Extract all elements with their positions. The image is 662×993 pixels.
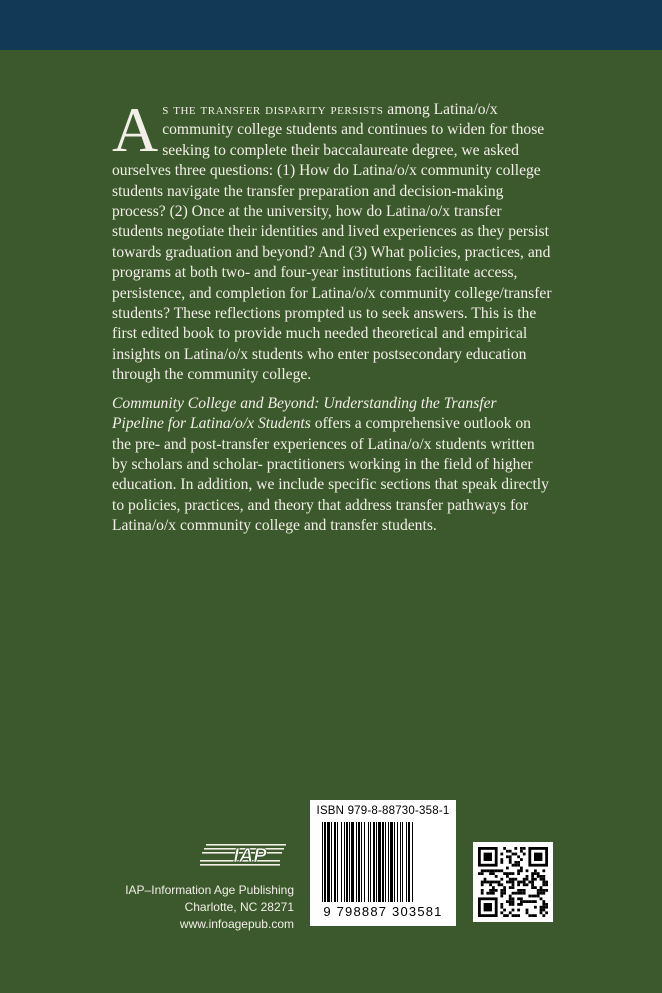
- qr-module: [495, 889, 498, 892]
- qr-module: [495, 875, 498, 878]
- qr-module: [517, 881, 520, 884]
- qr-module: [517, 861, 520, 864]
- qr-module: [517, 892, 520, 895]
- qr-module: [523, 878, 526, 881]
- qr-module: [542, 903, 545, 906]
- qr-module: [512, 903, 515, 906]
- qr-module: [512, 900, 515, 903]
- book-title-italic: Community College and Beyond: Understanding the Transfer Pipeline for Latina/o/x Students: [112, 394, 497, 433]
- qr-module: [481, 889, 484, 892]
- qr-module: [517, 883, 520, 886]
- qr-module: [512, 909, 515, 912]
- barcode-bar: [382, 822, 384, 902]
- isbn-digits: 9 798887 303581: [323, 904, 443, 919]
- qr-module: [498, 881, 501, 884]
- qr-module: [520, 889, 523, 892]
- barcode-bar: [376, 822, 377, 902]
- qr-module: [506, 914, 509, 917]
- qr-module: [492, 869, 495, 872]
- qr-module: [540, 886, 543, 889]
- qr-module: [489, 869, 492, 872]
- qr-module: [534, 853, 542, 861]
- iap-logo-text: IAP: [233, 845, 267, 867]
- qr-module: [514, 878, 517, 881]
- barcode-bar: [400, 822, 401, 902]
- barcode-bar: [349, 822, 350, 902]
- qr-module: [509, 886, 512, 889]
- qr-module: [500, 878, 503, 881]
- qr-module: [517, 855, 520, 858]
- qr-module: [545, 906, 548, 909]
- qr-module: [545, 883, 548, 886]
- qr-module: [542, 892, 545, 895]
- qr-module: [542, 914, 545, 917]
- qr-module: [512, 853, 515, 856]
- qr-module: [500, 858, 503, 861]
- qr-module: [509, 881, 512, 884]
- qr-module: [517, 903, 520, 906]
- qr-module: [537, 889, 540, 892]
- barcode-bar: [324, 822, 326, 902]
- barcode-bars: [322, 822, 444, 902]
- back-cover-blurb: [112, 94, 552, 537]
- qr-module: [509, 858, 512, 861]
- qr-module: [512, 881, 515, 884]
- qr-module: [500, 883, 503, 886]
- qr-module: [495, 881, 498, 884]
- qr-module: [517, 869, 520, 872]
- qr-module: [542, 889, 545, 892]
- qr-module: [481, 883, 484, 886]
- qr-module: [489, 881, 492, 884]
- qr-module: [540, 909, 543, 912]
- qr-module: [503, 889, 506, 892]
- qr-code-pattern: [478, 847, 548, 917]
- qr-module: [534, 869, 537, 872]
- qr-module: [526, 875, 529, 878]
- qr-module: [520, 858, 523, 861]
- qr-module: [514, 853, 517, 856]
- qr-module: [484, 878, 487, 881]
- qr-module: [503, 847, 506, 850]
- qr-module: [531, 872, 534, 875]
- qr-module: [526, 900, 529, 903]
- qr-module: [545, 889, 548, 892]
- qr-module: [542, 906, 545, 909]
- qr-module: [509, 872, 512, 875]
- qr-module: [512, 864, 515, 867]
- qr-module: [534, 878, 537, 881]
- qr-module: [512, 878, 515, 881]
- qr-module: [484, 903, 492, 911]
- qr-module: [528, 881, 531, 884]
- qr-module: [545, 881, 548, 884]
- qr-module: [512, 897, 515, 900]
- qr-module: [542, 869, 545, 872]
- qr-module: [526, 909, 529, 912]
- barcode-bar: [385, 822, 386, 902]
- qr-module: [534, 886, 537, 889]
- qr-module: [514, 914, 517, 917]
- barcode-bar: [412, 822, 413, 902]
- qr-module: [509, 911, 512, 914]
- qr-module: [531, 883, 534, 886]
- qr-module: [523, 900, 526, 903]
- qr-module: [481, 869, 484, 872]
- qr-module: [523, 881, 526, 884]
- qr-module: [528, 895, 531, 898]
- barcode-bar: [331, 822, 332, 902]
- qr-module: [520, 867, 523, 870]
- qr-module: [489, 889, 492, 892]
- qr-module: [534, 900, 537, 903]
- qr-module: [509, 900, 512, 903]
- qr-module: [534, 872, 537, 875]
- publisher-website: www.infoagepub.com: [179, 917, 294, 931]
- qr-module: [495, 869, 498, 872]
- qr-module: [481, 881, 484, 884]
- qr-module: [526, 878, 529, 881]
- qr-module: [514, 864, 517, 867]
- qr-module: [523, 889, 526, 892]
- qr-module: [492, 892, 495, 895]
- barcode-bar: [370, 822, 371, 902]
- barcode-bar: [322, 822, 323, 902]
- barcode-bar: [402, 822, 403, 902]
- barcode-bar: [361, 822, 362, 902]
- qr-module: [492, 889, 495, 892]
- qr-module: [503, 886, 506, 889]
- qr-module: [531, 886, 534, 889]
- qr-module: [531, 875, 534, 878]
- qr-module: [542, 883, 545, 886]
- barcode-bar: [341, 822, 342, 902]
- qr-module: [542, 900, 545, 903]
- qr-module: [540, 892, 543, 895]
- barcode-bar: [368, 822, 369, 902]
- qr-module: [509, 855, 512, 858]
- qr-module: [542, 909, 545, 912]
- barcode-bar: [394, 822, 395, 902]
- qr-module: [509, 878, 512, 881]
- qr-module: [531, 878, 534, 881]
- qr-module: [520, 847, 523, 850]
- qr-module: [517, 909, 520, 912]
- qr-module: [540, 889, 543, 892]
- qr-module: [537, 895, 540, 898]
- qr-module: [509, 897, 512, 900]
- qr-module: [540, 875, 543, 878]
- isbn-label: ISBN 979-8-88730-358-1: [316, 805, 450, 817]
- barcode-bar: [373, 822, 375, 902]
- qr-module: [531, 900, 534, 903]
- qr-module: [537, 872, 540, 875]
- barcode-bar: [356, 822, 357, 902]
- qr-module: [514, 892, 517, 895]
- qr-module: [500, 853, 503, 856]
- qr-module: [484, 853, 492, 861]
- qr-module: [492, 881, 495, 884]
- qr-module: [506, 875, 509, 878]
- qr-module: [506, 850, 509, 853]
- iap-logo: [200, 842, 296, 868]
- blurb-paragraph-1: [112, 94, 552, 386]
- qr-module: [537, 875, 540, 878]
- qr-module: [512, 886, 515, 889]
- qr-module: [500, 892, 503, 895]
- qr-module: [506, 867, 509, 870]
- qr-module: [503, 914, 506, 917]
- qr-module: [481, 892, 484, 895]
- qr-module: [520, 900, 523, 903]
- qr-module: [506, 872, 509, 875]
- lead-in-smallcaps: s the transfer disparity persists: [162, 101, 384, 118]
- qr-module: [526, 869, 529, 872]
- qr-module: [545, 911, 548, 914]
- qr-module: [512, 914, 515, 917]
- qr-module: [523, 847, 526, 850]
- qr-module: [489, 892, 492, 895]
- qr-module: [512, 872, 515, 875]
- qr-module: [506, 881, 509, 884]
- barcode-bar: [406, 822, 407, 902]
- qr-module: [498, 869, 501, 872]
- qr-module: [498, 883, 501, 886]
- qr-module: [489, 872, 492, 875]
- top-color-band: [0, 0, 662, 50]
- qr-module: [486, 869, 489, 872]
- qr-module: [523, 892, 526, 895]
- qr-module: [500, 895, 503, 898]
- barcode-bar: [346, 822, 348, 902]
- barcode-bar: [397, 822, 398, 902]
- qr-module: [528, 900, 531, 903]
- barcode-bar: [378, 822, 381, 902]
- qr-module: [503, 909, 506, 912]
- qr-module: [489, 883, 492, 886]
- qr-module: [528, 914, 531, 917]
- qr-module: [500, 911, 503, 914]
- isbn-barcode: [310, 800, 456, 926]
- paragraph-2-text: offers a comprehensive outlook on the pre- and post-transfer experiences of Latina/o/x students written by scholars and scholar- practitioners working in the field of higher education. In addition, we include specific sections that speak directly to policies, practices, and theory that address transfer pathways for Latina/o/x community college and transfer students.: [112, 415, 549, 535]
- paragraph-1-text: among Latina/o/x community college students and continues to widen for those seeking to complete their baccalaureate degree, we asked ourselves three questions: (1) How do Latina/o/x community college students navigate the transfer preparation and decision-making process? (2) Once at the university, how do Latina/o/x transfer students negotiate their identities and lived experiences as they persist towards graduation and beyond? And (3) What policies, practices, and programs at both two- and four-year institutions facilitate access, persistence, and completion for Latina/o/x community college/transfer students? These reflections prompted us to seek answers. This is the first edited book to provide much needed theoretical and empirical insights on Latina/o/x students who enter postsecondary education through the community college.: [112, 101, 552, 384]
- qr-module: [523, 853, 526, 856]
- blurb-paragraph-2: [112, 394, 552, 537]
- qr-module: [514, 861, 517, 864]
- qr-module: [517, 897, 520, 900]
- qr-module: [534, 914, 537, 917]
- qr-module: [500, 861, 503, 864]
- qr-module: [481, 872, 484, 875]
- qr-module: [512, 892, 515, 895]
- qr-module: [503, 872, 506, 875]
- qr-module: [492, 872, 495, 875]
- barcode-bar: [364, 822, 365, 902]
- qr-module: [500, 869, 503, 872]
- barcode-bar: [337, 822, 338, 902]
- drop-cap: A: [112, 94, 159, 165]
- qr-module: [517, 889, 520, 892]
- publisher-name: IAP–Information Age Publishing: [125, 883, 294, 897]
- qr-module: [500, 906, 503, 909]
- qr-module: [503, 892, 506, 895]
- qr-module: [520, 897, 523, 900]
- qr-module: [534, 895, 537, 898]
- barcode-bar: [351, 822, 354, 902]
- barcode-bar: [390, 822, 393, 902]
- publisher-city: Charlotte, NC 28271: [184, 900, 294, 914]
- qr-module: [517, 872, 520, 875]
- qr-module: [523, 883, 526, 886]
- qr-module: [540, 878, 543, 881]
- qr-module: [486, 892, 489, 895]
- qr-module: [526, 883, 529, 886]
- qr-module: [526, 911, 529, 914]
- qr-module: [500, 903, 503, 906]
- qr-module: [537, 892, 540, 895]
- barcode-bar: [408, 822, 410, 902]
- qr-module: [520, 892, 523, 895]
- qr-module: [484, 869, 487, 872]
- qr-module: [531, 881, 534, 884]
- qr-module: [520, 903, 523, 906]
- qr-module: [478, 872, 481, 875]
- barcode-bar: [334, 822, 336, 902]
- barcode-bar: [388, 822, 389, 902]
- qr-module: [484, 881, 487, 884]
- barcode-bar: [344, 822, 345, 902]
- qr-module: [534, 906, 537, 909]
- qr-module: [509, 850, 512, 853]
- barcode-bar: [327, 822, 330, 902]
- qr-module: [492, 886, 495, 889]
- qr-module: [517, 914, 520, 917]
- qr-module: [520, 881, 523, 884]
- qr-module: [540, 906, 543, 909]
- qr-module: [542, 878, 545, 881]
- qr-module: [520, 869, 523, 872]
- qr-module: [531, 914, 534, 917]
- qr-module: [517, 864, 520, 867]
- qr-module: [540, 897, 543, 900]
- qr-module: [506, 900, 509, 903]
- qr-module: [545, 903, 548, 906]
- qr-module: [542, 881, 545, 884]
- qr-module: [506, 855, 509, 858]
- qr-module: [540, 911, 543, 914]
- qr-module: [500, 889, 503, 892]
- qr-module: [509, 903, 512, 906]
- qr-module: [514, 847, 517, 850]
- qr-module: [509, 895, 512, 898]
- qr-module: [542, 875, 545, 878]
- qr-code: [473, 842, 553, 922]
- qr-module: [512, 883, 515, 886]
- barcode-bar: [358, 822, 360, 902]
- qr-module: [531, 895, 534, 898]
- qr-module: [486, 881, 489, 884]
- qr-module: [509, 861, 512, 864]
- qr-module: [520, 850, 523, 853]
